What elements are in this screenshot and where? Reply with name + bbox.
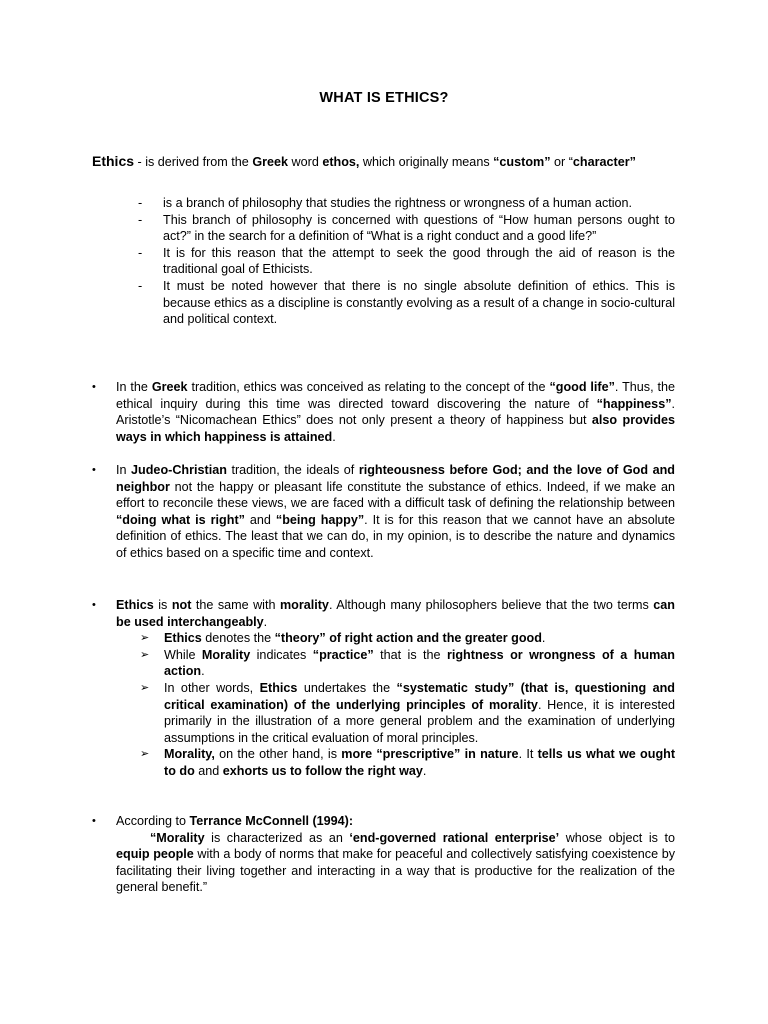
ethics-morality-points	[92, 630, 675, 779]
point-text: .	[201, 664, 205, 679]
point-text: While	[164, 647, 202, 662]
mcconnell-intro	[92, 813, 675, 830]
document-title: WHAT IS ETHICS?	[319, 90, 449, 106]
bullet-marker: •	[92, 464, 96, 476]
bullet-marker: •	[92, 599, 96, 611]
quote-bold: ‘end-governed rational enterprise’	[349, 830, 560, 845]
para-text: tradition, ethics was conceived as relating to the concept of the	[187, 380, 550, 394]
point-bold: Ethics	[259, 680, 298, 695]
ethics-vs-morality-paragraph	[92, 597, 675, 630]
definition-text: This branch of philosophy is concerned with questions of “How human persons ought to act?” in the search for a definition of “What is a right conduct and a good life?”	[163, 212, 675, 244]
arrow-point	[140, 647, 675, 680]
definition-text: It is for this reason that the attempt to seek the good through the aid of reason is the traditional goal of Ethicists.	[163, 245, 675, 277]
point-bold: Morality	[201, 647, 251, 662]
intro-text: or “	[550, 155, 573, 169]
intro-bold: ethos,	[322, 155, 360, 169]
para-text: In the	[116, 380, 152, 394]
dash-marker: -	[138, 196, 143, 210]
bullet-marker: •	[92, 381, 96, 393]
para-text: . It is for this reason that we cannot have an absolute definition of ethics. The least that we can do, in my opinion, is to describe the nature and dynamics of ethics based on a specific time and context.	[116, 512, 676, 560]
point-bold: exhorts us to follow the right way	[222, 763, 423, 778]
point-bold: more “prescriptive” in nature	[341, 747, 519, 762]
point-bold: tells us what we ought to do	[164, 747, 676, 778]
point-text: on the other hand, is	[214, 747, 342, 762]
para-text: not the happy or pleasant life constitute the substance of ethics. Indeed, if we make an effort to reconcile these views, we are faced with a difficult task of defining the relationship between	[116, 479, 675, 511]
para-text: . Aristotle’s “Nicomachean Ethics” does not only present a theory of happiness but	[116, 396, 675, 428]
point-bold: Morality,	[164, 747, 215, 762]
arrow-marker: ➢	[140, 632, 150, 645]
point-bold: Ethics	[164, 631, 202, 646]
para-bold: Ethics	[116, 598, 154, 612]
para-text: and	[244, 512, 276, 527]
point-text: undertakes the	[297, 680, 397, 695]
para-bold: not	[171, 598, 192, 612]
point-text: .	[422, 763, 427, 778]
greek-tradition-section	[92, 379, 675, 445]
point-text: denotes the	[201, 631, 275, 646]
mcconnell-quote	[92, 830, 675, 896]
para-bold: also provides ways in which happiness is attained	[116, 413, 675, 444]
para-text: In	[116, 463, 132, 477]
para-bold: can be used interchangeably	[116, 598, 675, 629]
arrow-point	[140, 680, 675, 746]
para-bold: Greek	[151, 380, 188, 394]
definition-text: It must be noted however that there is no single absolute definition of ethics. This is because ethics as a discipline is constantly evolving as a result of a change in socio-cultural and political context.	[163, 278, 675, 327]
quote-body	[116, 830, 675, 896]
intro-text: which originally means	[359, 155, 494, 169]
point-text: In other words,	[164, 680, 260, 695]
point-bold: “practice”	[312, 647, 374, 662]
greek-tradition-paragraph	[92, 379, 675, 445]
para-bold: morality	[279, 598, 329, 612]
quote-bold: “Morality	[150, 830, 205, 845]
judeo-christian-section	[92, 462, 675, 562]
dash-marker: -	[138, 212, 143, 227]
intro-term: Ethics	[92, 153, 135, 169]
dash-marker: -	[138, 278, 143, 293]
para-text: .	[263, 614, 268, 629]
point-bold: rightness or wrongness of a human action	[164, 647, 675, 679]
bullet-marker: •	[92, 815, 96, 827]
intro-bold: Greek	[252, 155, 289, 169]
arrow-marker: ➢	[140, 648, 150, 661]
para-text: tradition, the ideals of	[226, 463, 359, 477]
judeo-christian-paragraph	[92, 462, 675, 562]
para-text: According to	[116, 814, 190, 828]
point-text: . Hence, it is interested primarily in the illustration of a more general problem and the examination of underlying assumptions in the critical evaluation of moral principles.	[164, 697, 675, 745]
quote-text: whose object is to	[559, 830, 675, 845]
definition-item	[138, 278, 675, 328]
point-text: indicates	[250, 647, 313, 662]
para-bold: “happiness”	[596, 396, 672, 411]
ethics-vs-morality-section	[92, 597, 675, 780]
arrow-point	[140, 746, 675, 779]
intro-paragraph	[92, 153, 675, 171]
definition-item	[138, 195, 675, 212]
point-bold: “systematic study” (that is, questioning and critical examination) of the underlying principles of morality	[164, 680, 675, 712]
point-bold: “theory” of right action and the greater good	[274, 631, 542, 646]
intro-bold: character”	[572, 155, 636, 169]
para-bold: Judeo-Christian	[131, 463, 227, 477]
quote-bold: equip people	[116, 847, 194, 862]
para-text: is	[153, 598, 172, 612]
quote-text: is characterized as an	[204, 830, 350, 845]
para-text: the same with	[191, 598, 280, 612]
para-text: . Thus, the ethical inquiry during this time was directed toward discovering the nature of	[116, 380, 676, 411]
para-bold: righteousness before God; and the love of God and neighbor	[116, 463, 675, 494]
point-text: . It	[518, 747, 538, 762]
definition-text: is a branch of philosophy that studies the rightness or wrongness of a human action.	[163, 196, 633, 210]
definition-item	[138, 212, 675, 245]
intro-bold: “custom”	[493, 155, 551, 169]
intro-text: - is derived from the	[134, 155, 253, 169]
definition-item	[138, 245, 675, 278]
definition-list	[138, 195, 675, 328]
point-text: .	[541, 631, 546, 646]
para-bold: “doing what is right”	[116, 512, 245, 527]
quote-text: with a body of norms that make for peaceful and collectively satisfying coexistence by facilitating their living together and interacting in a way that is productive for the realization of the general benefit.”	[116, 847, 675, 895]
arrow-point	[140, 630, 675, 647]
para-bold: “good life”	[549, 380, 615, 394]
dash-marker: -	[138, 245, 143, 260]
para-text: . Although many philosophers believe that the two terms	[328, 598, 654, 612]
para-text: .	[332, 429, 336, 444]
point-text: that is the	[373, 647, 447, 662]
para-bold: “being happy”	[275, 512, 365, 527]
author-citation: Terrance McConnell (1994):	[189, 814, 354, 828]
point-text: and	[194, 763, 223, 778]
mcconnell-section	[92, 813, 675, 896]
intro-text: word	[288, 155, 323, 169]
arrow-marker: ➢	[140, 748, 150, 761]
arrow-marker: ➢	[140, 681, 150, 694]
